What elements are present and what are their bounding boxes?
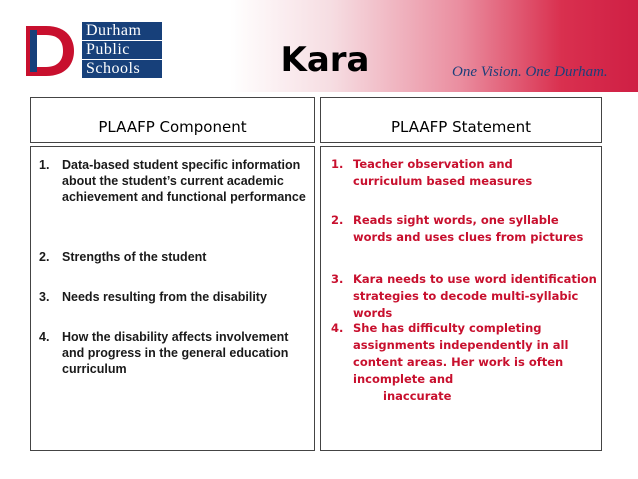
logo-word-durham: Durham [82,22,162,40]
logo-wordmark [82,22,162,79]
slide-title: Kara [280,40,370,80]
item-text-continuation: inaccurate [383,389,452,403]
item-text: Kara needs to use word identification strategies to decode multi-syllabic words [353,272,597,320]
logo-word-public: Public [82,41,162,59]
item-number: 3. [331,272,344,286]
item-number: 3. [39,290,50,304]
component-list [30,146,315,451]
list-item [39,329,311,377]
list-item [39,289,311,305]
component-column-header [30,97,315,143]
item-text: How the disability affects involvement and progress in the general education curriculum [62,330,289,376]
item-number: 2. [331,213,344,227]
durham-public-schools-logo [20,20,160,82]
item-text: Data-based student specific information about the student’s current academic achievement and functional performance [62,158,306,204]
list-item [331,320,599,405]
item-number: 1. [331,157,344,171]
item-text: She has difficulty completing assignments independently in all content areas. Her work is often incomplete and [353,321,569,386]
statement-column-header [320,97,602,143]
component-header-label: PLAAFP Component [98,118,247,136]
item-text: Needs resulting from the disability [62,290,267,304]
list-item [331,212,599,246]
item-text: Strengths of the student [62,250,207,264]
logo-d-mark-icon [20,20,78,82]
item-text: Teacher observation and curriculum based measures [353,157,541,188]
item-number: 4. [39,330,50,344]
statement-list [320,146,602,451]
item-number: 4. [331,321,344,335]
item-number: 2. [39,250,50,264]
list-item [39,157,311,205]
list-item [331,271,599,322]
tagline: One Vision. One Durham. [452,64,608,80]
statement-header-label: PLAAFP Statement [390,118,532,136]
item-text: Reads sight words, one syllable words and uses clues from pictures [353,213,584,244]
logo-word-schools: Schools [82,60,162,78]
list-item [331,156,599,190]
list-item [39,249,311,265]
item-number: 1. [39,158,50,172]
